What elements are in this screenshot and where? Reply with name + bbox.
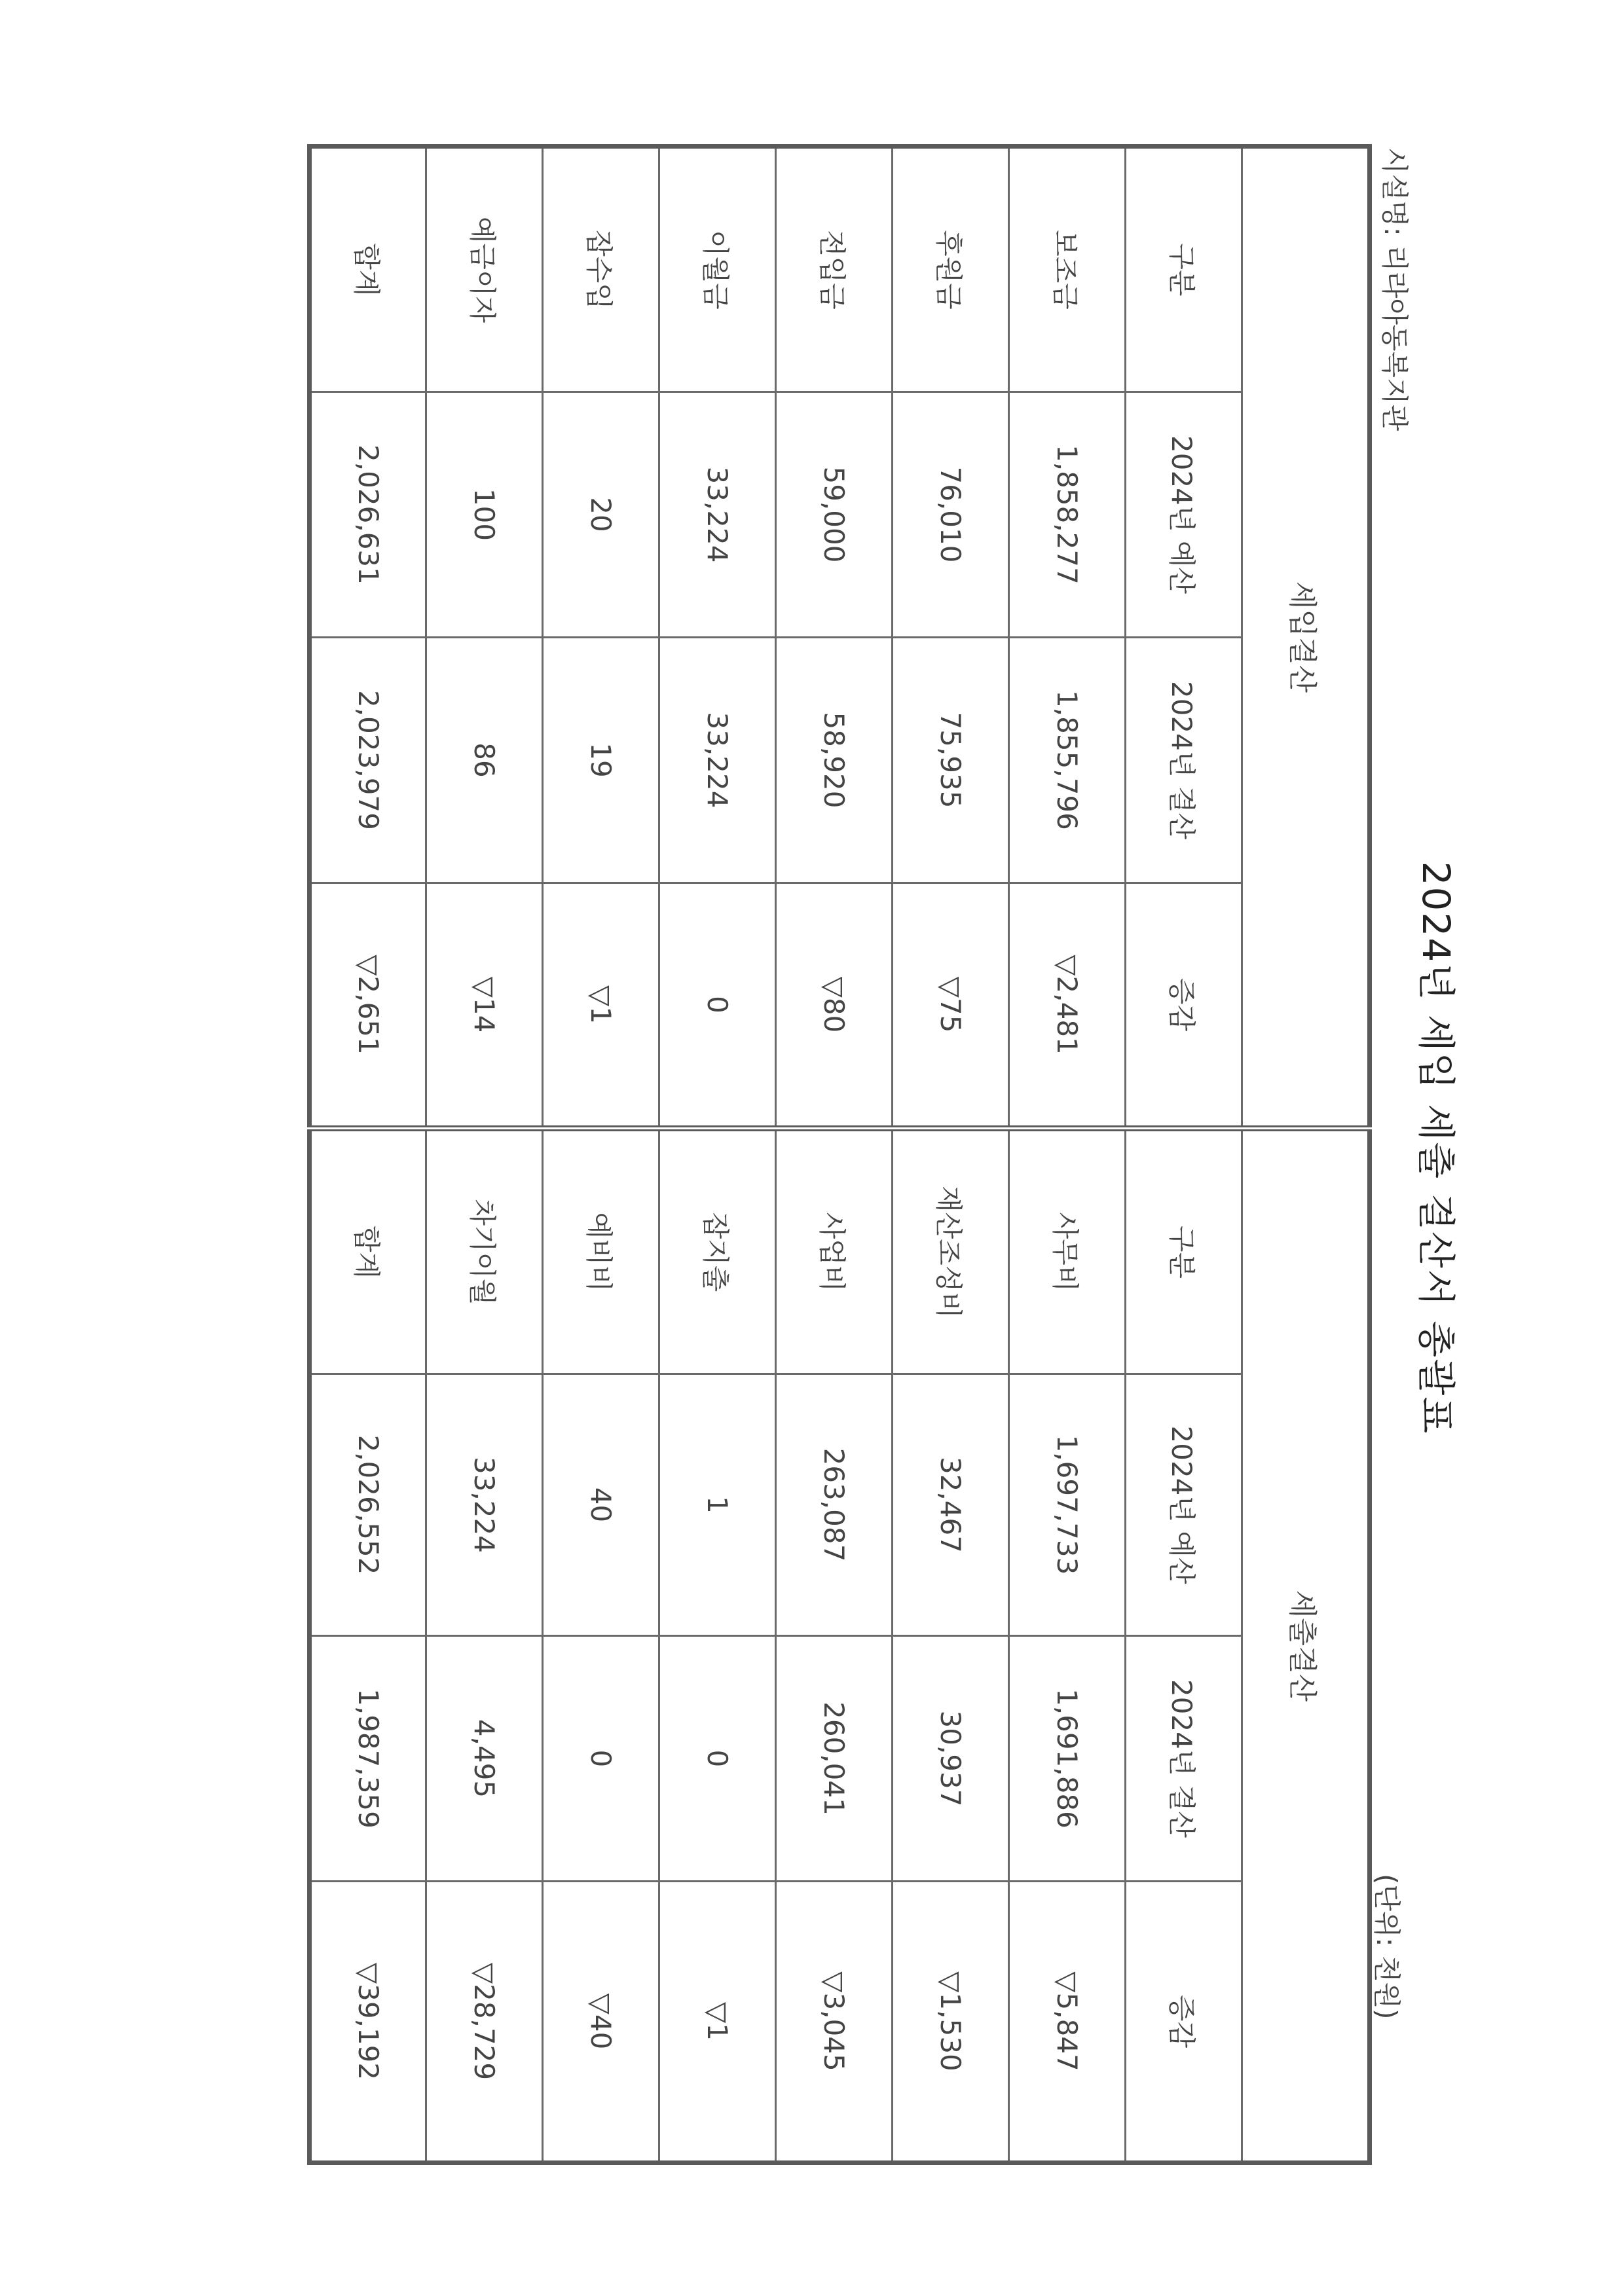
rev-budget-cell: 59,000 xyxy=(776,392,893,638)
rev-category-cell: 보조금 xyxy=(1009,147,1126,392)
rev-budget-cell: 100 xyxy=(426,392,543,638)
exp-settlement-header: 2024년 결산 xyxy=(1126,1636,1242,1882)
expenditure-section-header: 세출결산 xyxy=(1242,1129,1370,2163)
exp-category-cell: 재산조성비 xyxy=(893,1129,1009,1374)
exp-settlement-cell: 1,691,886 xyxy=(1009,1636,1126,1882)
exp-settlement-cell: 1,987,359 xyxy=(310,1636,426,1882)
exp-settlement-cell: 0 xyxy=(543,1636,659,1882)
exp-change-cell: ▽39,192 xyxy=(310,1882,426,2163)
rev-settlement-cell: 33,224 xyxy=(659,638,776,883)
table-row xyxy=(1009,147,1126,2163)
table-row xyxy=(893,147,1009,2163)
exp-change-cell: ▽40 xyxy=(543,1882,659,2163)
rev-settlement-cell: 2,023,979 xyxy=(310,638,426,883)
exp-category-cell: 잡지출 xyxy=(659,1129,776,1374)
rev-change-cell: ▽1 xyxy=(543,883,659,1129)
document-title: 2024년 세입 세출 결산서 총괄표 xyxy=(1414,861,1458,1435)
table-row xyxy=(543,147,659,2163)
exp-change-header: 증감 xyxy=(1126,1882,1242,2163)
rev-budget-cell: 76,010 xyxy=(893,392,1009,638)
rev-budget-cell: 20 xyxy=(543,392,659,638)
rev-change-cell: ▽14 xyxy=(426,883,543,1129)
table-row xyxy=(426,147,543,2163)
exp-budget-cell: 263,087 xyxy=(776,1374,893,1636)
exp-budget-cell: 33,224 xyxy=(426,1374,543,1636)
rev-budget-header: 2024년 예산 xyxy=(1126,392,1242,638)
rev-budget-cell: 2,026,631 xyxy=(310,392,426,638)
exp-change-cell: ▽28,729 xyxy=(426,1882,543,2163)
exp-category-cell: 사업비 xyxy=(776,1129,893,1374)
exp-category-cell: 합계 xyxy=(310,1129,426,1374)
exp-category-cell: 사무비 xyxy=(1009,1129,1126,1374)
rev-category-cell: 이월금 xyxy=(659,147,776,392)
rev-category-cell: 잡수입 xyxy=(543,147,659,392)
table-row xyxy=(659,147,776,2163)
rev-change-cell: ▽2,481 xyxy=(1009,883,1126,1129)
exp-budget-header: 2024년 예산 xyxy=(1126,1374,1242,1636)
exp-budget-cell: 1 xyxy=(659,1374,776,1636)
table-row xyxy=(776,147,893,2163)
exp-category-header: 구분 xyxy=(1126,1129,1242,1374)
rev-settlement-cell: 58,920 xyxy=(776,638,893,883)
exp-change-cell: ▽1,530 xyxy=(893,1882,1009,2163)
rev-budget-cell: 1,858,277 xyxy=(1009,392,1126,638)
exp-change-cell: ▽1 xyxy=(659,1882,776,2163)
rev-budget-cell: 33,224 xyxy=(659,392,776,638)
exp-settlement-cell: 4,495 xyxy=(426,1636,543,1882)
column-header-row xyxy=(1126,147,1242,2163)
rev-settlement-header: 2024년 결산 xyxy=(1126,638,1242,883)
rev-change-cell: ▽75 xyxy=(893,883,1009,1129)
exp-settlement-cell: 0 xyxy=(659,1636,776,1882)
exp-budget-cell: 1,697,733 xyxy=(1009,1374,1126,1636)
rev-settlement-cell: 75,935 xyxy=(893,638,1009,883)
summary-table xyxy=(307,144,1372,2165)
facility-name: 시설명: 리라아동복지관 xyxy=(1378,147,1411,431)
exp-budget-cell: 40 xyxy=(543,1374,659,1636)
rev-change-cell: ▽2,651 xyxy=(310,883,426,1129)
section-header-row xyxy=(1242,147,1370,2163)
exp-category-cell: 예비비 xyxy=(543,1129,659,1374)
exp-category-cell: 차기이월 xyxy=(426,1129,543,1374)
rev-category-cell: 전입금 xyxy=(776,147,893,392)
rev-change-cell: ▽80 xyxy=(776,883,893,1129)
rev-settlement-cell: 19 xyxy=(543,638,659,883)
rev-category-header: 구분 xyxy=(1126,147,1242,392)
exp-budget-cell: 32,467 xyxy=(893,1374,1009,1636)
exp-settlement-cell: 260,041 xyxy=(776,1636,893,1882)
table-row xyxy=(310,147,426,2163)
exp-settlement-cell: 30,937 xyxy=(893,1636,1009,1882)
exp-change-cell: ▽5,847 xyxy=(1009,1882,1126,2163)
rev-category-cell: 예금이자 xyxy=(426,147,543,392)
rev-change-cell: 0 xyxy=(659,883,776,1129)
exp-budget-cell: 2,026,552 xyxy=(310,1374,426,1636)
unit-label: (단위: 천원) xyxy=(1371,1874,1403,2020)
rev-settlement-cell: 86 xyxy=(426,638,543,883)
rev-category-cell: 후원금 xyxy=(893,147,1009,392)
rev-category-cell: 합계 xyxy=(310,147,426,392)
revenue-section-header: 세입결산 xyxy=(1242,147,1370,1129)
rev-settlement-cell: 1,855,796 xyxy=(1009,638,1126,883)
rev-change-header: 증감 xyxy=(1126,883,1242,1129)
exp-change-cell: ▽3,045 xyxy=(776,1882,893,2163)
